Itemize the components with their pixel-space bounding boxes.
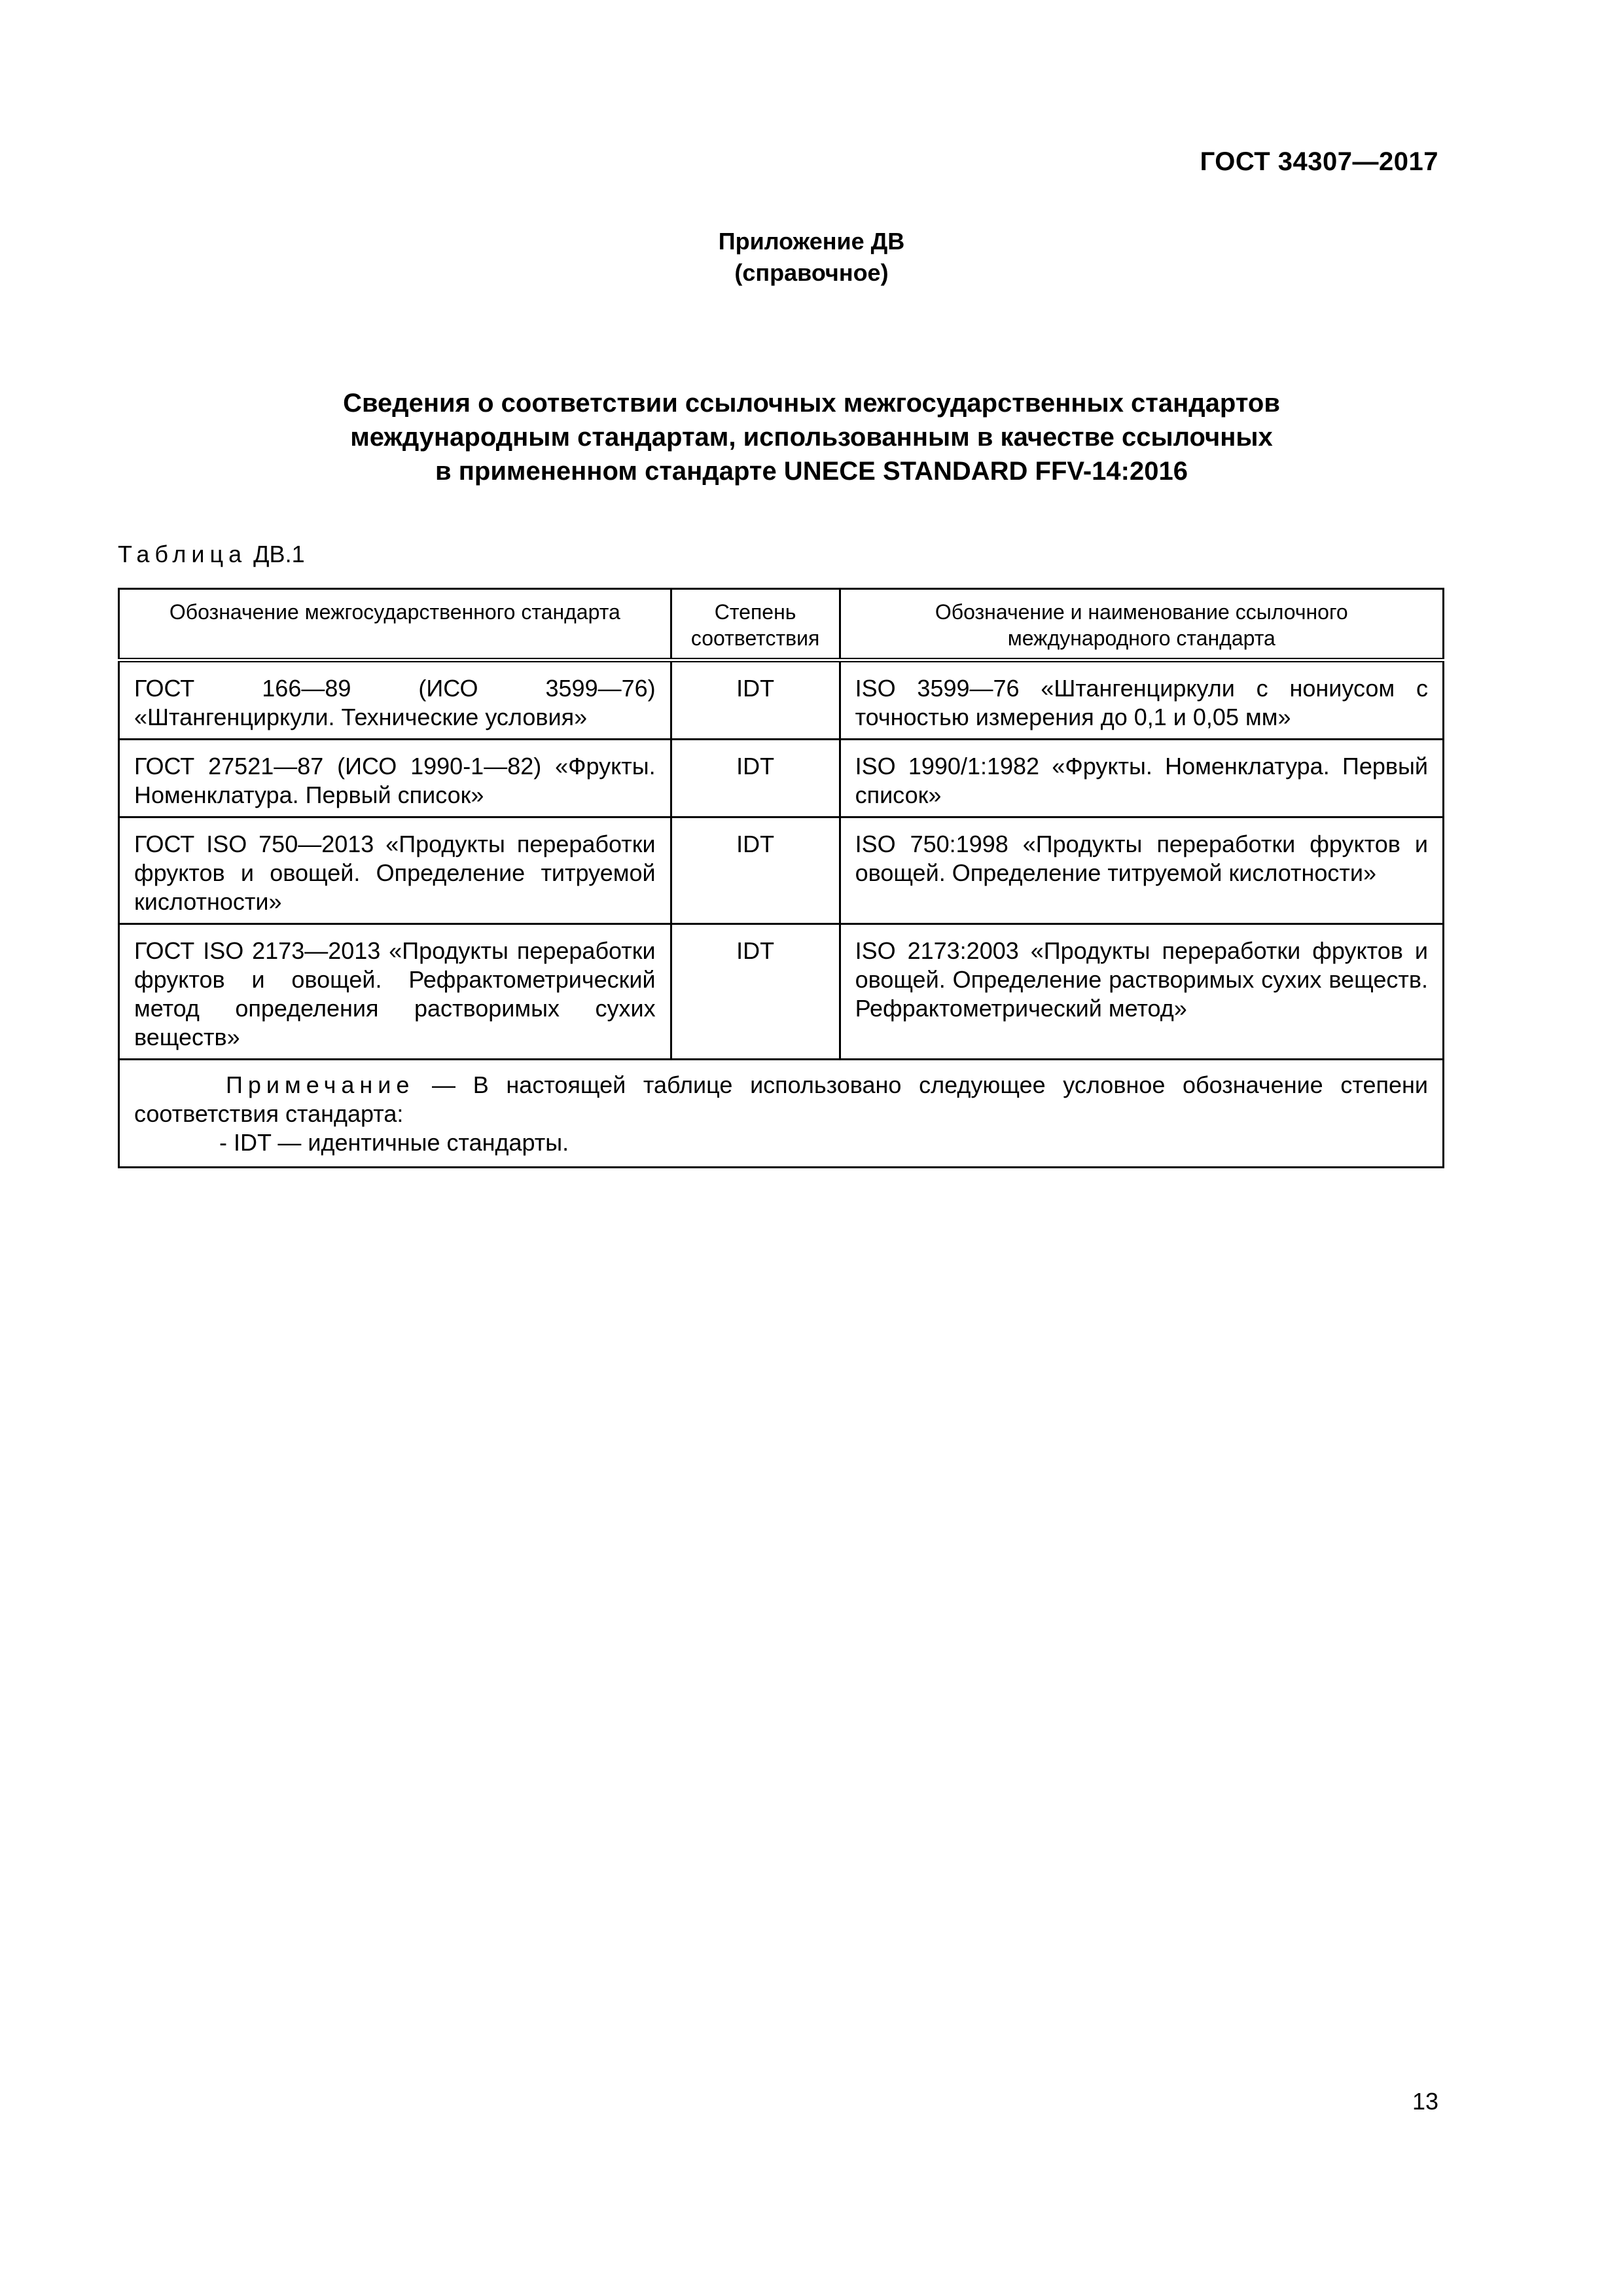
title-line-3: в примененном стандарте UNECE STANDARD FFV-14:2016 xyxy=(435,457,1188,486)
title-line-2: международным стандартам, использованным в качестве ссылочных xyxy=(350,423,1273,452)
reference-standards-table xyxy=(118,588,1444,1168)
table-caption xyxy=(118,541,305,568)
degree-cell: IDT xyxy=(671,660,840,740)
table-note xyxy=(119,1060,1444,1168)
international-standard-cell: ISO 1990/1:1982 «Фрукты. Номенклатура. Первый список» xyxy=(840,740,1443,817)
table-caption-word: Таблица xyxy=(118,541,247,567)
degree-cell: IDT xyxy=(671,817,840,924)
interstate-standard-cell: ГОСТ ISO 2173—2013 «Продукты переработки фруктов и овощей. Рефрактометрический метод определения растворимых сухих веществ» xyxy=(119,924,671,1060)
degree-cell: IDT xyxy=(671,924,840,1060)
note-paragraph xyxy=(134,1071,1428,1128)
interstate-standard-cell: ГОСТ ISO 750—2013 «Продукты переработки фруктов и овощей. Определение титруемой кислотности» xyxy=(119,817,671,924)
header-degree: Степень соответствия xyxy=(671,589,840,660)
table-row xyxy=(119,660,1444,740)
table-row xyxy=(119,740,1444,817)
table-header-row xyxy=(119,589,1444,660)
appendix-heading xyxy=(0,226,1623,289)
table-row xyxy=(119,924,1444,1060)
appendix-kind: (справочное) xyxy=(734,259,889,286)
international-standard-cell: ISO 750:1998 «Продукты переработки фруктов и овощей. Определение титруемой кислотности» xyxy=(840,817,1443,924)
header-interstate-standard: Обозначение межгосударственного стандарта xyxy=(119,589,671,660)
header-international-standard: Обозначение и наименование ссылочного международного стандарта xyxy=(840,589,1443,660)
degree-cell: IDT xyxy=(671,740,840,817)
note-list-item: - IDT — идентичные стандарты. xyxy=(219,1129,569,1156)
international-standard-cell: ISO 2173:2003 «Продукты переработки фруктов и овощей. Определение растворимых сухих веществ. Рефрактометрический метод» xyxy=(840,924,1443,1060)
international-standard-cell: ISO 3599—76 «Штангенциркули с нониусом с точностью измерения до 0,1 и 0,05 мм» xyxy=(840,660,1443,740)
note-text: — В настоящей таблице использовано следующее условное обозначение степени соответствия стандарта: xyxy=(134,1071,1428,1127)
table-row xyxy=(119,817,1444,924)
title-line-1: Сведения о соответствии ссылочных межгосударственных стандартов xyxy=(343,389,1280,418)
interstate-standard-cell: ГОСТ 166—89 (ИСО 3599—76) «Штангенциркули. Технические условия» xyxy=(119,660,671,740)
appendix-label: Приложение ДВ xyxy=(718,228,905,255)
note-label: Примечание xyxy=(226,1071,415,1098)
document-code: ГОСТ 34307—2017 xyxy=(1200,147,1438,176)
interstate-standard-cell: ГОСТ 27521—87 (ИСО 1990-1—82) «Фрукты. Номенклатура. Первый список» xyxy=(119,740,671,817)
section-title xyxy=(0,386,1623,488)
page-number: 13 xyxy=(1412,2088,1438,2115)
table-note-row xyxy=(119,1060,1444,1168)
table-caption-number: ДВ.1 xyxy=(253,541,305,567)
